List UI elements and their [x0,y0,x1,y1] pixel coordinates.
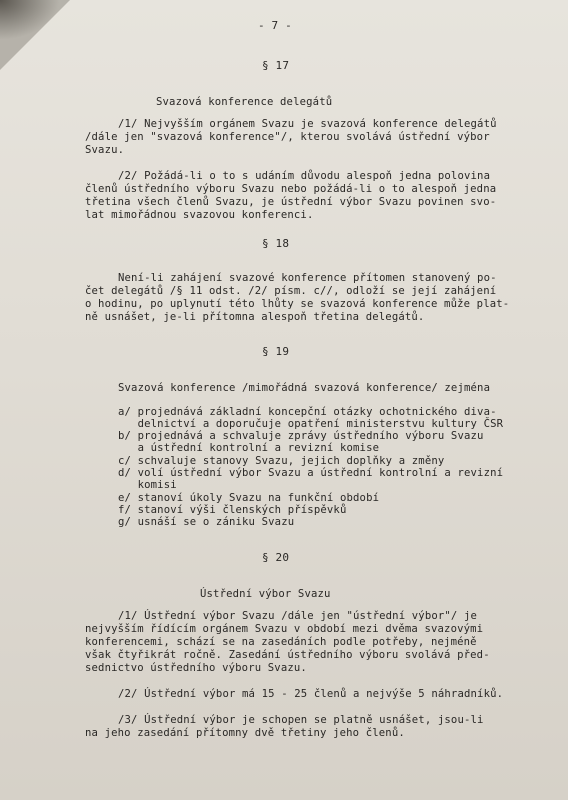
s19-item-e: e/ stanoví úkoly Svazu na funkční období [118,492,380,504]
s20-p3-line: na jeho zasedání přítomny dvě třetiny jeho členů. [85,727,405,739]
s18-line: Není-li zahájení svazové konference přítomen stanovený po- [118,272,497,284]
s20-p3-line: /3/ Ústřední výbor je schopen se platně usnášet, jsou-li [118,714,484,726]
section-20-heading: § 20 [262,551,290,564]
s18-line: o hodinu, po uplynutí této lhůty se svazová konference může plat- [85,298,510,310]
s19-item-g: g/ usnáší se o zániku Svazu [118,516,295,528]
s19-item-d-cont: komisi [118,479,177,491]
s17-p2-line: /2/ Požádá-li o to s udáním důvodu alespoň jedna polovina [118,170,491,182]
page-number: - 7 - [258,19,292,32]
s20-p1-line: konferencemi, schází se na zasedáních podle potřeby, nejméně [85,636,477,648]
s18-line: ně usnášet, je-li přítomna alespoň třetina delegátů. [85,311,425,323]
s19-item-b-cont: a ústřední kontrolní a revizní komise [118,442,380,454]
s19-item-d: d/ volí ústřední výbor Svazu a ústřední kontrolní a revizní [118,467,504,479]
s20-p1-line: /1/ Ústřední výbor Svazu /dále jen "ústřední výbor"/ je [118,610,478,622]
s19-item-a: a/ projednává základní koncepční otázky ochotnického diva- [118,406,497,418]
s20-p1-line: nejvyšším řídícím orgánem Svazu v období mezi dvěma svazovými [85,623,484,635]
s20-p1-line: však čtyřikrát ročně. Zasedání ústředního výboru svolává před- [85,649,490,661]
s20-p1-line: sednictvo ústředního výboru Svazu. [85,662,307,674]
section-17-title: Svazová konference delegátů [156,96,333,108]
corner-shadow [0,0,60,40]
s17-p1-line: /dále jen "svazová konference"/, kterou svolává ústřední výbor [85,131,490,143]
s19-intro: Svazová konference /mimořádná svazová konference/ zejména [118,382,491,394]
s19-item-a-cont: delnictví a doporučuje opatření ministerstvu kultury ČSR [118,418,504,430]
s17-p1-line: /1/ Nejvyšším orgánem Svazu je svazová konference delegátů [118,118,497,130]
s19-item-c: c/ schvaluje stanovy Svazu, jejich doplňky a změny [118,455,445,467]
section-18-heading: § 18 [262,237,290,250]
s18-line: čet delegátů /§ 11 odst. /2/ písm. c//, odloží se její zahájení [85,285,497,297]
section-20-title: Ústřední výbor Svazu [200,588,331,600]
s19-item-b: b/ projednává a schvaluje zprávy ústředního výboru Svazu [118,430,484,442]
s17-p1-line: Svazu. [85,144,125,156]
s17-p2-line: členů ústředního výboru Svazu nebo požádá-li o to alespoň jedna [85,183,497,195]
s17-p2-line: lat mimořádnou svazovou konferenci. [85,209,314,221]
s17-p2-line: třetina všech členů Svazu, je ústřední výbor Svazu povinen svo- [85,196,497,208]
section-19-heading: § 19 [262,345,290,358]
s20-p2-line: /2/ Ústřední výbor má 15 - 25 členů a nejvýše 5 náhradníků. [118,688,504,700]
section-17-heading: § 17 [262,59,290,72]
s19-item-f: f/ stanoví výši členských příspěvků [118,504,347,516]
